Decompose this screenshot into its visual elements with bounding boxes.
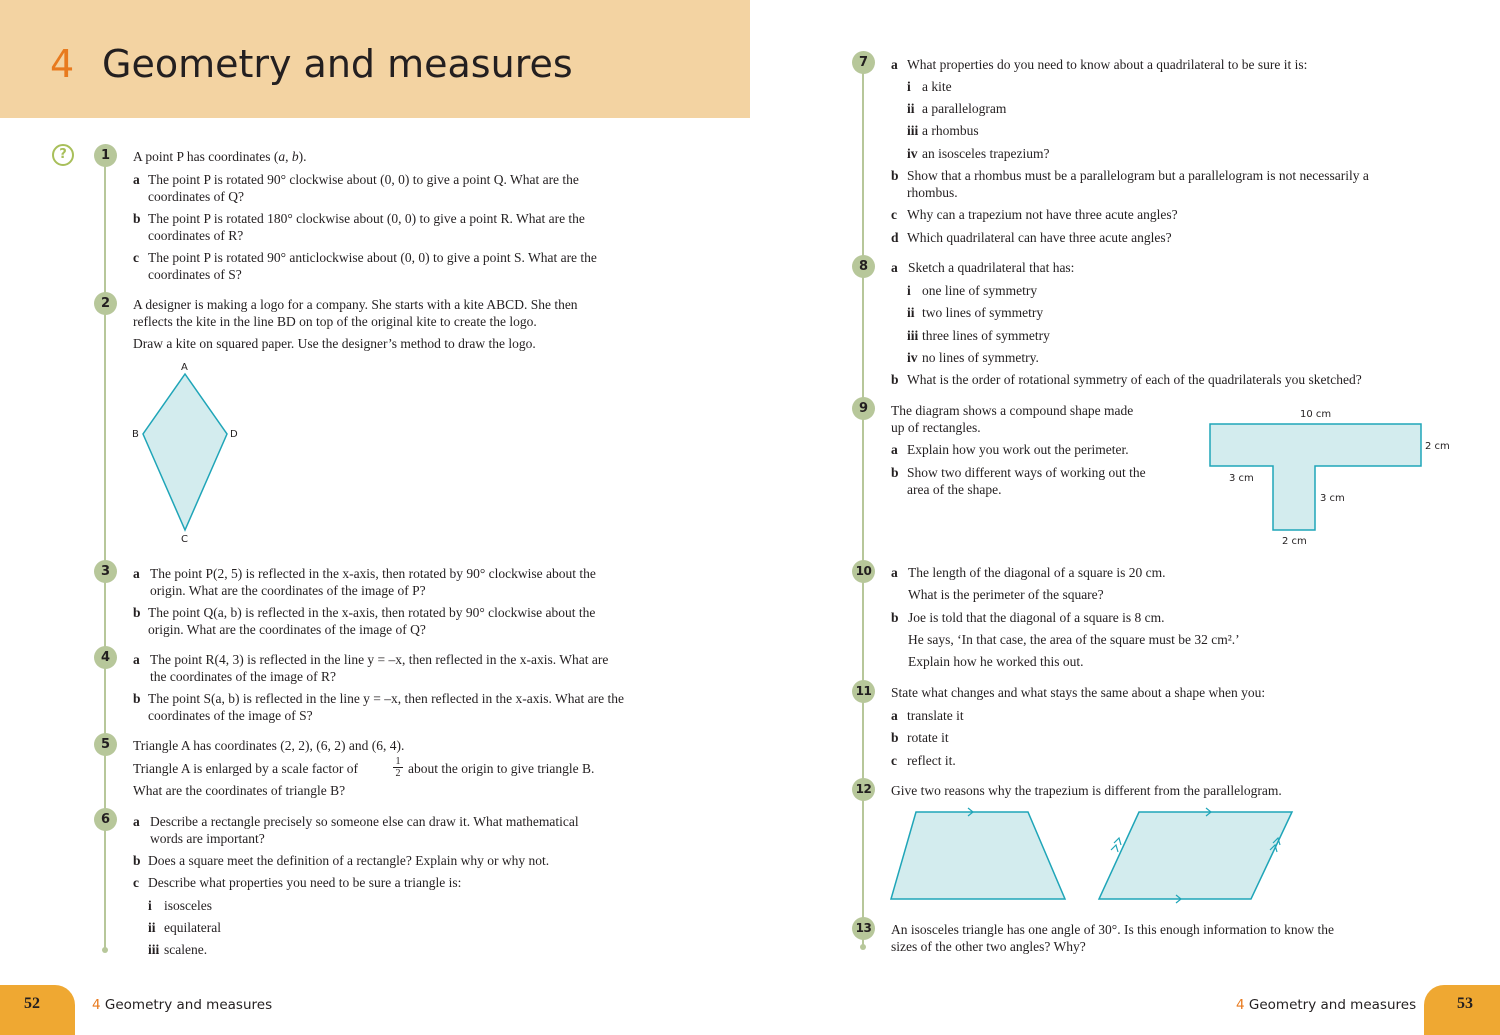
part-label: c (133, 250, 139, 265)
part-text: The point P(2, 5) is reflected in the x-axis, then rotated by 90° clockwise about the (150, 566, 596, 581)
subpart-numeral: ii (148, 920, 156, 935)
part-label: c (133, 875, 139, 890)
part-label: b (891, 372, 899, 387)
part-text: rotate it (907, 730, 949, 745)
part-text: What is the order of rotational symmetry of each of the quadrilaterals you sketched? (907, 372, 1362, 387)
question-text: State what changes and what stays the same about a shape when you: (891, 685, 1266, 700)
part-label: a (891, 260, 898, 275)
right-running-footer (1236, 997, 1416, 1013)
trapezium-parallelogram-diagram (885, 805, 1305, 905)
footer-chapter-number: 4 (1236, 997, 1245, 1013)
question-number: 10 (852, 560, 875, 583)
subpart-numeral: i (148, 898, 152, 913)
part-text: origin. What are the coordinates of the image of Q? (148, 622, 426, 637)
fraction-half (393, 756, 403, 779)
part-text: reflect it. (907, 753, 956, 768)
question-text: Triangle A has coordinates (2, 2), (6, 2) and (6, 4). (133, 738, 405, 753)
part-text: He says, ‘In that case, the area of the square must be 32 cm².’ (908, 632, 1240, 647)
part-text: What properties do you need to know about a quadrilateral to be sure it is: (907, 57, 1308, 72)
part-label: c (891, 207, 897, 222)
part-text: coordinates of R? (148, 228, 244, 243)
chapter-number: 4 (50, 42, 75, 86)
part-label: d (891, 230, 899, 245)
question-number: 11 (852, 680, 875, 703)
subpart-text: equilateral (164, 920, 221, 935)
question-number: 1 (94, 144, 117, 167)
part-text: Explain how he worked this out. (908, 654, 1084, 669)
question-text: about the origin to give triangle B. (408, 761, 595, 776)
part-text: Sketch a quadrilateral that has: (908, 260, 1075, 275)
dim-right: 2 cm (1425, 441, 1450, 452)
part-label: b (891, 730, 899, 745)
kite-diagram (125, 358, 255, 548)
part-text: words are important? (150, 831, 265, 846)
question-number: 5 (94, 733, 117, 756)
subpart-text: a kite (922, 79, 952, 94)
question-number: 12 (852, 778, 875, 801)
part-text: The length of the diagonal of a square is 20 cm. (908, 565, 1166, 580)
parallelogram-double-arrow-left-1 (1114, 838, 1121, 845)
part-label: b (891, 465, 899, 480)
part-text: coordinates of Q? (148, 189, 244, 204)
left-rail-end-dot (102, 947, 108, 953)
subpart-numeral: iv (907, 146, 918, 161)
subpart-text: one line of symmetry (922, 283, 1038, 298)
part-text: translate it (907, 708, 964, 723)
part-text: origin. What are the coordinates of the image of P? (150, 583, 426, 598)
part-label: b (891, 168, 899, 183)
compound-shape-diagram (1200, 400, 1470, 550)
parallelogram-double-arrow-left-2 (1111, 845, 1118, 852)
part-text: Describe what properties you need to be sure a triangle is: (148, 875, 462, 890)
question-circle-icon: ? (52, 144, 74, 166)
part-text: Does a square meet the definition of a rectangle? Explain why or why not. (148, 853, 550, 868)
part-label: c (891, 753, 897, 768)
subpart-numeral: iii (148, 942, 160, 957)
part-text: The point S(a, b) is reflected in the line y = –x, then reflected in the x-axis. What are the (148, 691, 624, 706)
subpart-text: two lines of symmetry (922, 305, 1044, 320)
part-text: The point P is rotated 90° clockwise about (0, 0) to give a point Q. What are the (148, 172, 579, 187)
part-text: The point Q(a, b) is reflected in the x-axis, then rotated by 90° clockwise about the (148, 605, 596, 620)
subpart-numeral: i (907, 79, 911, 94)
dim-bottom: 2 cm (1282, 536, 1307, 547)
part-label: b (133, 605, 141, 620)
part-label: a (133, 172, 140, 187)
right-rail-end-dot (860, 944, 866, 950)
part-text: rhombus. (907, 185, 958, 200)
part-text: coordinates of S? (148, 267, 242, 282)
part-text: Joe is told that the diagonal of a square is 8 cm. (908, 610, 1165, 625)
question-text: reflects the kite in the line BD on top of the original kite to create the logo. (133, 314, 537, 329)
subpart-text: a rhombus (922, 123, 979, 138)
part-text: Explain how you work out the perimeter. (907, 442, 1129, 457)
subpart-numeral: iii (907, 123, 919, 138)
part-text: What is the perimeter of the square? (908, 587, 1104, 602)
kite-label-c: C (181, 534, 188, 545)
subpart-text: no lines of symmetry. (922, 350, 1039, 365)
question-number: 13 (852, 917, 875, 940)
question-number: 2 (94, 292, 117, 315)
part-label: a (133, 814, 140, 829)
question-number: 7 (852, 51, 875, 74)
part-label: a (133, 566, 140, 581)
dim-stem: 3 cm (1320, 493, 1345, 504)
footer-chapter-number: 4 (92, 997, 101, 1013)
parallelogram-shape (1099, 812, 1292, 899)
part-text: The point P is rotated 90° anticlockwise about (0, 0) to give a point S. What are the (148, 250, 597, 265)
subpart-numeral: ii (907, 101, 915, 116)
part-label: b (133, 853, 141, 868)
subpart-numeral: iv (907, 350, 918, 365)
question-text: An isosceles triangle has one angle of 30°. Is this enough information to know the (891, 922, 1334, 937)
question-stem: A point P has coordinates (a, b). (133, 149, 307, 164)
kite-label-b: B (132, 429, 139, 440)
fraction-numerator: 1 (393, 756, 403, 768)
part-text: area of the shape. (907, 482, 1002, 497)
subpart-text: scalene. (164, 942, 208, 957)
kite-label-d: D (230, 429, 238, 440)
part-label: a (891, 442, 898, 457)
left-running-footer (92, 997, 272, 1013)
right-question-rail (862, 55, 864, 945)
question-text: The diagram shows a compound shape made (891, 403, 1134, 418)
part-text: Which quadrilateral can have three acute angles? (907, 230, 1172, 245)
part-text: Why can a trapezium not have three acute angles? (907, 207, 1178, 222)
question-number: 4 (94, 646, 117, 669)
question-number: 8 (852, 255, 875, 278)
question-number: 6 (94, 808, 117, 831)
subpart-text: an isosceles trapezium? (922, 146, 1050, 161)
part-label: b (891, 610, 899, 625)
dim-top: 10 cm (1300, 409, 1332, 420)
subpart-numeral: ii (907, 305, 915, 320)
part-label: b (133, 211, 141, 226)
kite-label-a: A (181, 362, 188, 373)
part-label: b (133, 691, 141, 706)
right-page-number: 53 (1457, 995, 1473, 1012)
part-text: Show two different ways of working out the (907, 465, 1146, 480)
part-label: a (891, 57, 898, 72)
chapter-title: Geometry and measures (102, 42, 573, 86)
part-text: coordinates of the image of S? (148, 708, 313, 723)
footer-chapter-title: Geometry and measures (1248, 997, 1417, 1013)
part-label: a (891, 708, 898, 723)
part-text: The point R(4, 3) is reflected in the line y = –x, then reflected in the x-axis. What are (150, 652, 609, 667)
left-page-number: 52 (24, 995, 40, 1012)
trapezium-shape (891, 812, 1065, 899)
kite-shape (143, 374, 227, 530)
question-number: 3 (94, 560, 117, 583)
question-text: sizes of the other two angles? Why? (891, 939, 1086, 954)
part-text: The point P is rotated 180° clockwise about (0, 0) to give a point R. What are the (148, 211, 585, 226)
part-text: Describe a rectangle precisely so someone else can draw it. What mathematical (150, 814, 579, 829)
question-text: up of rectangles. (891, 420, 981, 435)
part-text: Show that a rhombus must be a parallelogram but a parallelogram is not necessarily a (907, 168, 1369, 183)
part-label: a (891, 565, 898, 580)
part-label: a (133, 652, 140, 667)
footer-chapter-title: Geometry and measures (104, 997, 273, 1013)
subpart-numeral: i (907, 283, 911, 298)
question-text: Give two reasons why the trapezium is different from the parallelogram. (891, 783, 1282, 798)
part-text: the coordinates of the image of R? (150, 669, 336, 684)
question-text: What are the coordinates of triangle B? (133, 783, 346, 798)
question-number: 9 (852, 397, 875, 420)
question-text: Draw a kite on squared paper. Use the designer’s method to draw the logo. (133, 336, 536, 351)
subpart-text: isosceles (164, 898, 212, 913)
subpart-numeral: iii (907, 328, 919, 343)
question-text: A designer is making a logo for a company. She starts with a kite ABCD. She then (133, 297, 578, 312)
dim-left: 3 cm (1229, 473, 1254, 484)
question-text: Triangle A is enlarged by a scale factor of (133, 761, 358, 776)
subpart-text: a parallelogram (922, 101, 1007, 116)
fraction-denominator: 2 (395, 768, 401, 779)
subpart-text: three lines of symmetry (922, 328, 1050, 343)
